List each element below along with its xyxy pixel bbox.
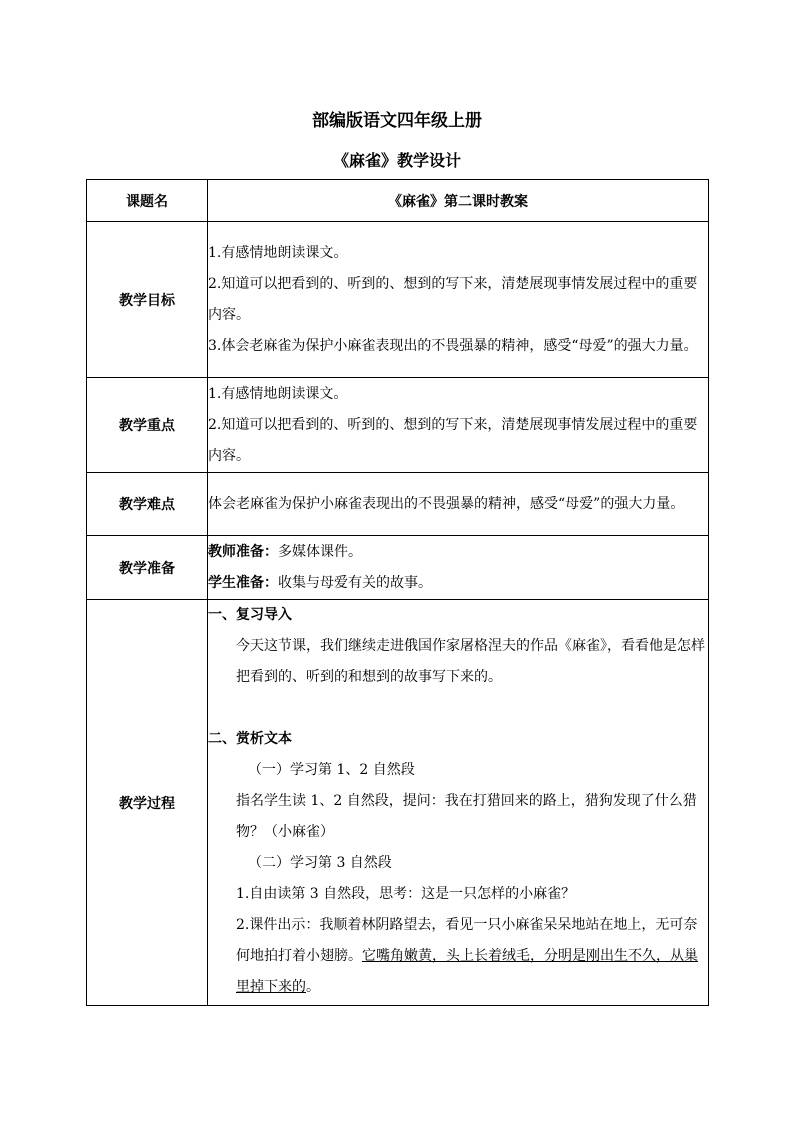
table-row-topic bbox=[87, 180, 709, 222]
process-content bbox=[208, 600, 709, 1006]
goals-label: 教学目标 bbox=[87, 222, 208, 378]
process-label: 教学过程 bbox=[87, 600, 208, 1006]
subsection-1-paragraph: 指名学生读 1、2 自然段，提问：我在打猎回来的路上，猎狗发现了什么猎物？（小麻雀） bbox=[236, 793, 697, 840]
subsection-heading-2: （二）学习第 3 自然段 bbox=[248, 855, 392, 871]
subsection-2-item-2 bbox=[208, 910, 708, 1003]
student-preparation-text: 收集与母爱有关的故事。 bbox=[278, 574, 432, 591]
table-row-preparation bbox=[87, 536, 709, 600]
key-points-content bbox=[208, 378, 709, 473]
topic-label: 课题名 bbox=[87, 180, 208, 222]
table-row-process bbox=[87, 600, 709, 1006]
goal-item: 2.知道可以把看到的、听到的、想到的写下来，清楚展现事情发展过程中的重要内容。 bbox=[208, 275, 698, 323]
difficulty-content bbox=[208, 473, 709, 536]
table-row-key-points bbox=[87, 378, 709, 473]
goal-item: 1.有感情地朗读课文。 bbox=[208, 244, 348, 261]
goal-item: 3.体会老麻雀为保护小麻雀表现出的不畏强暴的精神，感受“母爱”的强大力量。 bbox=[208, 337, 698, 354]
teacher-preparation-label: 教师准备： bbox=[208, 543, 278, 560]
section-heading-analysis: 二、赏析文本 bbox=[208, 731, 292, 747]
table-row-goals bbox=[87, 222, 709, 378]
teacher-preparation-text: 多媒体课件。 bbox=[278, 543, 362, 560]
item-2-underlined-text: 它嘴角嫩黄，头上长着绒毛，分明是刚出生不久，从巢里掉下来的 bbox=[236, 948, 698, 995]
key-point-item: 2.知道可以把看到的、听到的、想到的写下来，清楚展现事情发展过程中的重要内容。 bbox=[208, 416, 698, 464]
section-heading-review: 一、复习导入 bbox=[208, 607, 292, 623]
teacher-preparation bbox=[208, 537, 708, 568]
key-point-item: 1.有感情地朗读课文。 bbox=[208, 385, 348, 402]
subsection-heading-1: （一）学习第 1、2 自然段 bbox=[248, 762, 415, 778]
goals-content bbox=[208, 222, 709, 378]
document-title: 部编版语文四年级上册 bbox=[312, 111, 482, 131]
difficulty-text: 体会老麻雀为保护小麻雀表现出的不畏强暴的精神，感受“母爱”的强大力量。 bbox=[208, 495, 685, 512]
student-preparation bbox=[208, 568, 708, 599]
lesson-plan-table bbox=[86, 179, 709, 1006]
preparation-label: 教学准备 bbox=[87, 536, 208, 600]
topic-value: 《麻雀》第二课时教案 bbox=[208, 180, 709, 222]
key-points-label: 教学重点 bbox=[87, 378, 208, 473]
review-paragraph: 今天这节课，我们继续走进俄国作家屠格涅夫的作品《麻雀》，看看他是怎样把看到的、听到的和想到的故事写下来的。 bbox=[236, 638, 705, 685]
item-2-end: 。 bbox=[306, 979, 320, 995]
subsection-2-item-1: 1.自由读第 3 自然段，思考：这是一只怎样的小麻雀？ bbox=[236, 886, 576, 902]
document-subtitle: 《麻雀》教学设计 bbox=[332, 151, 461, 170]
table-row-difficulty bbox=[87, 473, 709, 536]
student-preparation-label: 学生准备： bbox=[208, 574, 278, 591]
difficulty-label: 教学难点 bbox=[87, 473, 208, 536]
preparation-content bbox=[208, 536, 709, 600]
paragraph-gap bbox=[208, 693, 708, 724]
item-2-text: 2.课件出示：我顺着林阴路望去，看见一只小麻雀呆呆地站在地上，无可奈何地拍打着小翅膀。 bbox=[236, 917, 698, 964]
